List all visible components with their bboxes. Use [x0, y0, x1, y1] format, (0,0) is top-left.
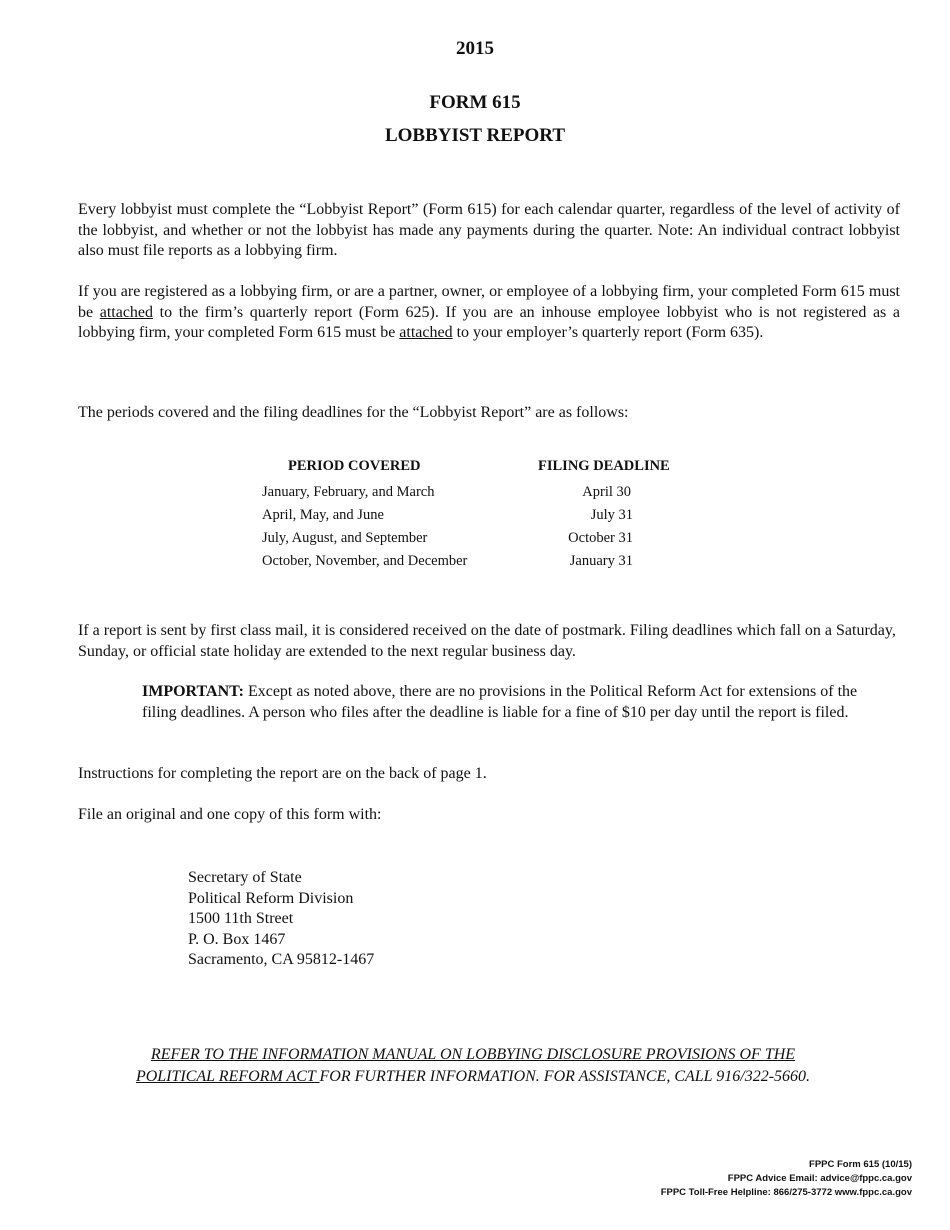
deadline-cell: July 31	[590, 507, 633, 523]
period-cell: April, May, and June	[262, 507, 384, 523]
important-label: IMPORTANT:	[142, 683, 244, 700]
attachment-text-a: If you are registered as a lobbying firm, or are a partner, owner, or employee of a lobbying firm, your completed Form 615 must be	[78, 283, 900, 321]
important-notice	[142, 682, 882, 723]
periods-intro: The periods covered and the filing deadlines for the “Lobbyist Report” are as follows:	[78, 404, 629, 421]
deadline-cell: October 31	[568, 530, 633, 546]
address-line: Political Reform Division	[188, 889, 354, 907]
period-cell: October, November, and December	[262, 553, 468, 569]
footer-form-version: FPPC Form 615 (10/15)	[809, 1159, 912, 1170]
attachment-text-b: to the firm’s quarterly report (Form 625). If you are an inhouse employee lobbyist who is not registered as a lobbying firm, your completed Form 615 must be	[78, 303, 900, 341]
period-cell: July, August, and September	[262, 530, 428, 546]
form-number: FORM 615	[429, 92, 521, 113]
footer-advice-email: FPPC Advice Email: advice@fppc.ca.gov	[727, 1173, 912, 1184]
fppc-footer	[661, 1158, 912, 1200]
refer-act-name: POLITICAL REFORM ACT	[135, 1068, 320, 1085]
deadline-cell: January 31	[569, 553, 633, 569]
refer-line-1: REFER TO THE INFORMATION MANUAL ON LOBBYING DISCLOSURE PROVISIONS OF THE	[150, 1046, 796, 1063]
mailing-address	[188, 868, 374, 971]
deadline-cell: April 30	[582, 484, 631, 500]
deadline-column-header: FILING DEADLINE	[538, 458, 670, 474]
attachment-text-c: to your employer’s quarterly report (Form 635).	[452, 324, 764, 341]
footer-helpline: FPPC Toll-Free Helpline: 866/275-3772 www.fppc.ca.gov	[660, 1187, 912, 1198]
period-cell: January, February, and March	[262, 484, 435, 500]
address-line: P. O. Box 1467	[188, 930, 286, 948]
refer-notice	[78, 1044, 868, 1088]
mail-note: If a report is sent by first class mail, it is considered received on the date of postmark. Filing deadlines which fall on a Saturday, Sunday, or official state holiday are extended to the next regular business day.	[78, 622, 896, 660]
important-text: Except as noted above, there are no provisions in the Political Reform Act for extensions of the filing deadlines. A person who files after the deadline is liable for a fine of $10 per day until the report is filed.	[142, 683, 858, 721]
period-column-header: PERIOD COVERED	[288, 458, 421, 474]
refer-line-2	[78, 1066, 868, 1088]
attached-emphasis-1: attached	[99, 303, 154, 321]
instructions-note: Instructions for completing the report are on the back of page 1.	[78, 765, 487, 782]
attachment-paragraph	[78, 282, 900, 344]
file-with-note: File an original and one copy of this form with:	[78, 806, 382, 823]
attached-emphasis-2: attached	[399, 324, 453, 341]
form-year: 2015	[456, 38, 494, 59]
address-line: Secretary of State	[188, 869, 302, 886]
refer-assistance: FOR FURTHER INFORMATION. FOR ASSISTANCE, CALL 916/322-5660.	[319, 1068, 811, 1085]
address-line: 1500 11th Street	[188, 910, 294, 927]
form-title: LOBBYIST REPORT	[384, 125, 566, 146]
address-line: Sacramento, CA 95812-1467	[188, 951, 375, 968]
intro-paragraph: Every lobbyist must complete the “Lobbyist Report” (Form 615) for each calendar quarter, regardless of the level of activity of the lobbyist, and whether or not the lobbyist has made any payments during the quarter. Note: An individual contract lobbyist also must file reports as a lobbying firm.	[78, 201, 900, 259]
